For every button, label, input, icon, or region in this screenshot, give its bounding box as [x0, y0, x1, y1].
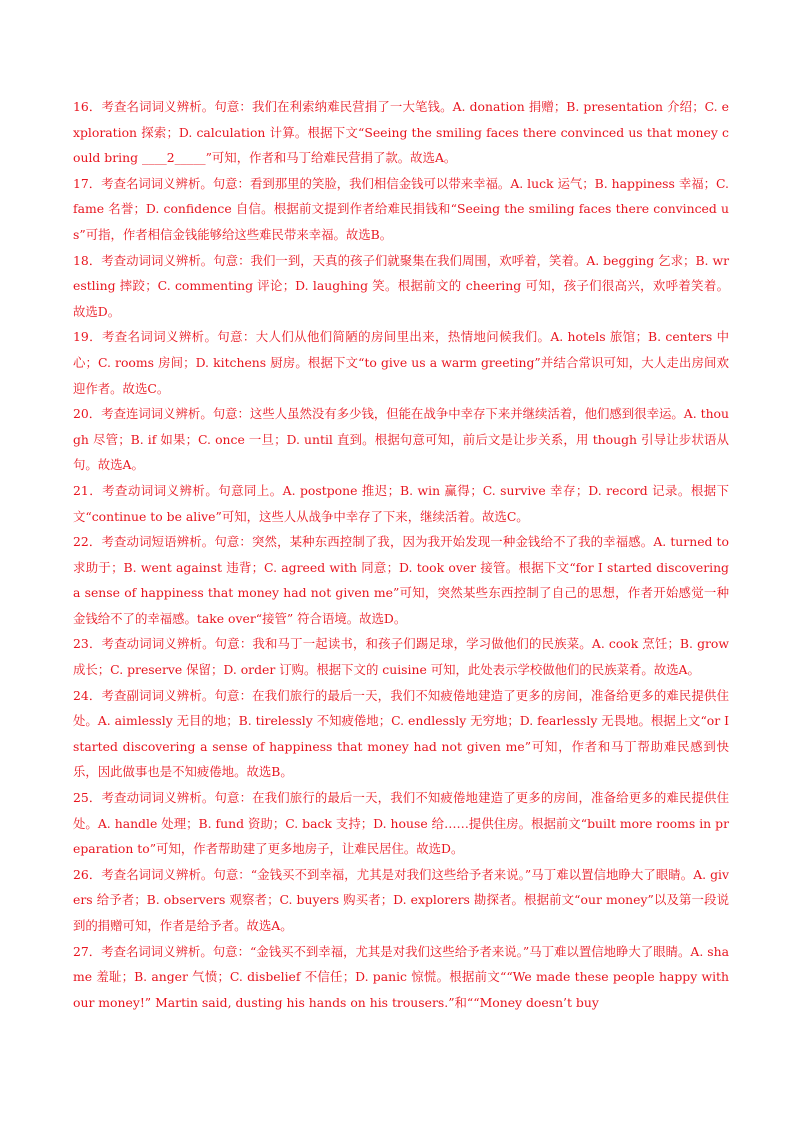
explanation-item-21: 21．考查动词词义辨析。句意同上。A. postpone 推迟；B. win 赢得；C. survive 幸存；D. record 记录。根据下文“continue to be alive”可知，这些人从战争中幸存了下来，继续活着。故选C。	[73, 482, 729, 524]
explanation-item-16: 16．考查名词词义辨析。句意：我们在利索纳难民营捐了一大笔钱。A. donation 捐赠；B. presentation 介绍；C. exploration 探索；D. calculation 计算。根据下文“Seeing the smiling faces there convinced us that money could bring ____2_____”可知，作者和马丁给难民营捐了款。故选A。	[73, 99, 729, 166]
explanation-item-26: 26．考查名词词义辨析。句意：“金钱买不到幸福，尤其是对我们这些给予者来说。”马丁难以置信地睁大了眼睛。A. givers 给予者；B. observers 观察者；C. buyers 购买者；D. explorers 勘探者。根据前文“our money”以及第一段说到的捐赠可知，作者是给予者。故选A。	[73, 866, 729, 933]
explanation-item-20: 20．考查连词词义辨析。句意：这些人虽然没有多少钱，但能在战争中幸存下来并继续活着，他们感到很幸运。A. though 尽管；B. if 如果；C. once 一旦；D. until 直到。根据句意可知，前后文是让步关系，用 though 引导让步状语从句。故选A。	[73, 406, 729, 473]
explanation-item-19: 19．考查名词词义辨析。句意：大人们从他们简陋的房间里出来，热情地问候我们。A. hotels 旅馆；B. centers 中心；C. rooms 房间；D. kitchens 厨房。根据下文“to give us a warm greeting”并结合常识可知，大人走出房间欢迎作者。故选C。	[73, 329, 729, 396]
explanation-document	[73, 94, 729, 1015]
explanation-item-23: 23．考查动词词义辨析。句意：我和马丁一起读书，和孩子们踢足球，学习做他们的民族菜。A. cook 烹饪；B. grow 成长；C. preserve 保留；D. order 订购。根据下文的 cuisine 可知，此处表示学校做他们的民族菜肴。故选A。	[73, 636, 729, 678]
explanation-item-17: 17．考查名词词义辨析。句意：看到那里的笑脸，我们相信金钱可以带来幸福。A. luck 运气；B. happiness 幸福；C. fame 名誉；D. confidence 自信。根据前文提到作者给难民捐钱和“Seeing the smiling faces there convinced us”可指，作者相信金钱能够给这些难民带来幸福。故选B。	[73, 175, 729, 242]
explanation-item-25: 25．考查动词词义辨析。句意：在我们旅行的最后一天，我们不知疲倦地建造了更多的房间，准备给更多的难民提供住处。A. handle 处理；B. fund 资助；C. back 支持；D. house 给……提供住房。根据前文“built more rooms in preparation to”可知，作者帮助建了更多地房子，让难民居住。故选D。	[73, 790, 729, 857]
explanation-item-24: 24．考查副词词义辨析。句意：在我们旅行的最后一天，我们不知疲倦地建造了更多的房间，准备给更多的难民提供住处。A. aimlessly 无目的地；B. tirelessly 不知疲倦地；C. endlessly 无穷地；D. fearlessly 无畏地。根据上文“or I started discovering a sense of happiness that money had not given me”可知，作者和马丁帮助难民感到快乐，因此做事也是不知疲倦地。故选B。	[73, 687, 729, 780]
explanation-item-18: 18．考查动词词义辨析。句意：我们一到，天真的孩子们就聚集在我们周围，欢呼着，笑着。A. begging 乞求；B. wrestling 摔跤；C. commenting 评论；D. laughing 笑。根据前文的 cheering 可知，孩子们很高兴，欢呼着笑着。故选D。	[73, 252, 729, 319]
explanation-item-22: 22．考查动词短语辨析。句意：突然，某种东西控制了我，因为我开始发现一种金钱给不了我的幸福感。A. turned to 求助于；B. went against 违背；C. agreed with 同意；D. took over 接管。根据下文“for I started discovering a sense of happiness that money had not given me”可知，突然某些东西控制了自己的思想，作者开始感觉一种金钱给不了的幸福感。take over“接管” 符合语境。故选D。	[73, 534, 729, 626]
explanation-item-27: 27．考查名词词义辨析。句意：“金钱买不到幸福，尤其是对我们这些给予者来说。”马丁难以置信地睁大了眼睛。A. shame 羞耻；B. anger 气愤；C. disbelief 不信任；D. panic 惊慌。根据前文““We made these people happy with our money!” Martin said, dusting his hands on his trousers.”和““Money doesn’t buy	[73, 943, 729, 1010]
